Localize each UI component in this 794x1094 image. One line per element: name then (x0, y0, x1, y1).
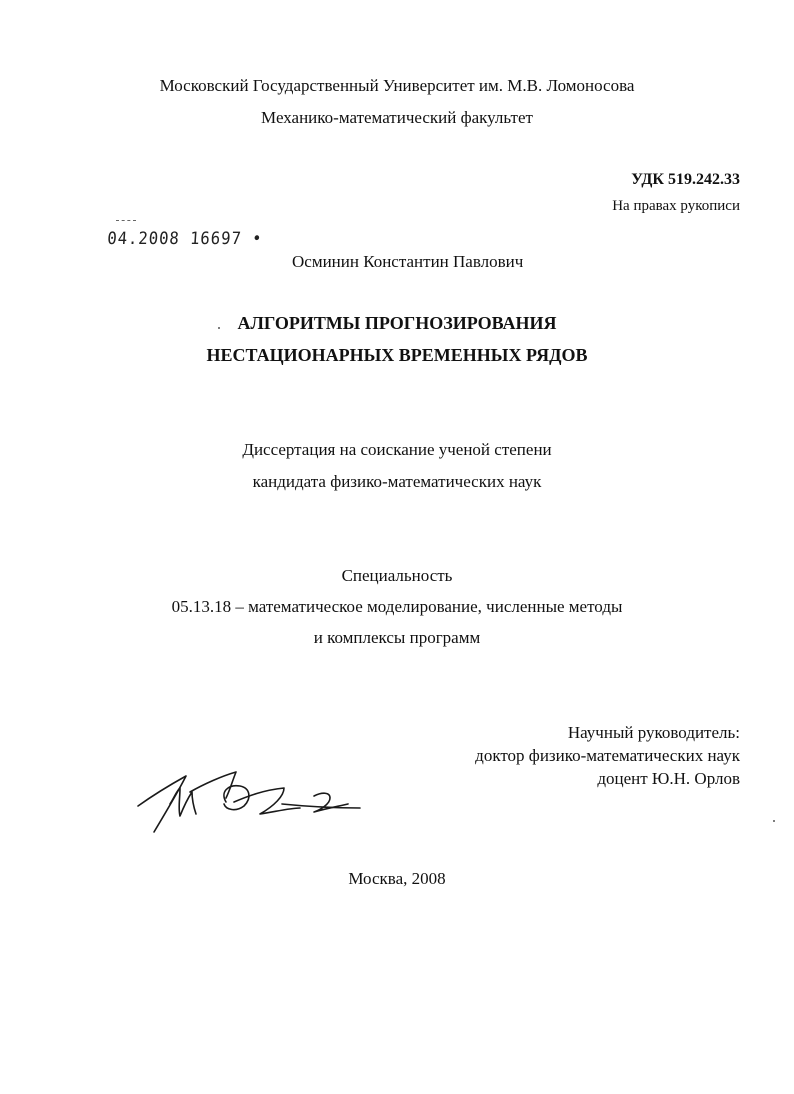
registration-stamp (107, 229, 263, 249)
specialty-line-2: и комплексы программ (313, 628, 481, 647)
specialty-label: Специальность (341, 566, 453, 585)
faculty-name: Механико-математический факультет (261, 108, 533, 127)
degree-line-2: кандидата физико-математических наук (252, 472, 542, 491)
scan-speck (773, 820, 775, 822)
supervisor-name: доцент Ю.Н. Орлов (597, 769, 740, 788)
stamp-dot: • (241, 229, 264, 249)
supervisor-degree: доктор физико-математических наук (475, 746, 740, 765)
rights-notice: На правах рукописи (612, 198, 740, 214)
signature-stroke-3 (190, 772, 236, 798)
stamp-number: 04.2008 16697 (106, 229, 243, 249)
signature-stroke-6 (314, 793, 348, 812)
author-name: Осминин Константин Павлович (292, 252, 524, 271)
signature-stroke-5 (234, 788, 300, 814)
title-line-2: НЕСТАЦИОНАРНЫХ ВРЕМЕННЫХ РЯДОВ (206, 345, 588, 365)
handwritten-signature (134, 762, 364, 842)
specialty-code-line: 05.13.18 – математическое моделирование, численные методы (171, 597, 623, 616)
university-name: Московский Государственный Университет им. М.В. Ломоносова (159, 76, 635, 95)
udk-code: УДК 519.242.33 (631, 171, 740, 188)
scan-speck (218, 327, 220, 329)
supervisor-label: Научный руководитель: (567, 723, 740, 742)
stamp-mark (116, 220, 136, 224)
title-line-1: АЛГОРИТМЫ ПРОГНОЗИРОВАНИЯ (237, 313, 557, 333)
degree-line-1: Диссертация на соискание ученой степени (242, 440, 552, 459)
city-year: Москва, 2008 (348, 869, 446, 888)
signature-stroke-2 (170, 788, 196, 816)
